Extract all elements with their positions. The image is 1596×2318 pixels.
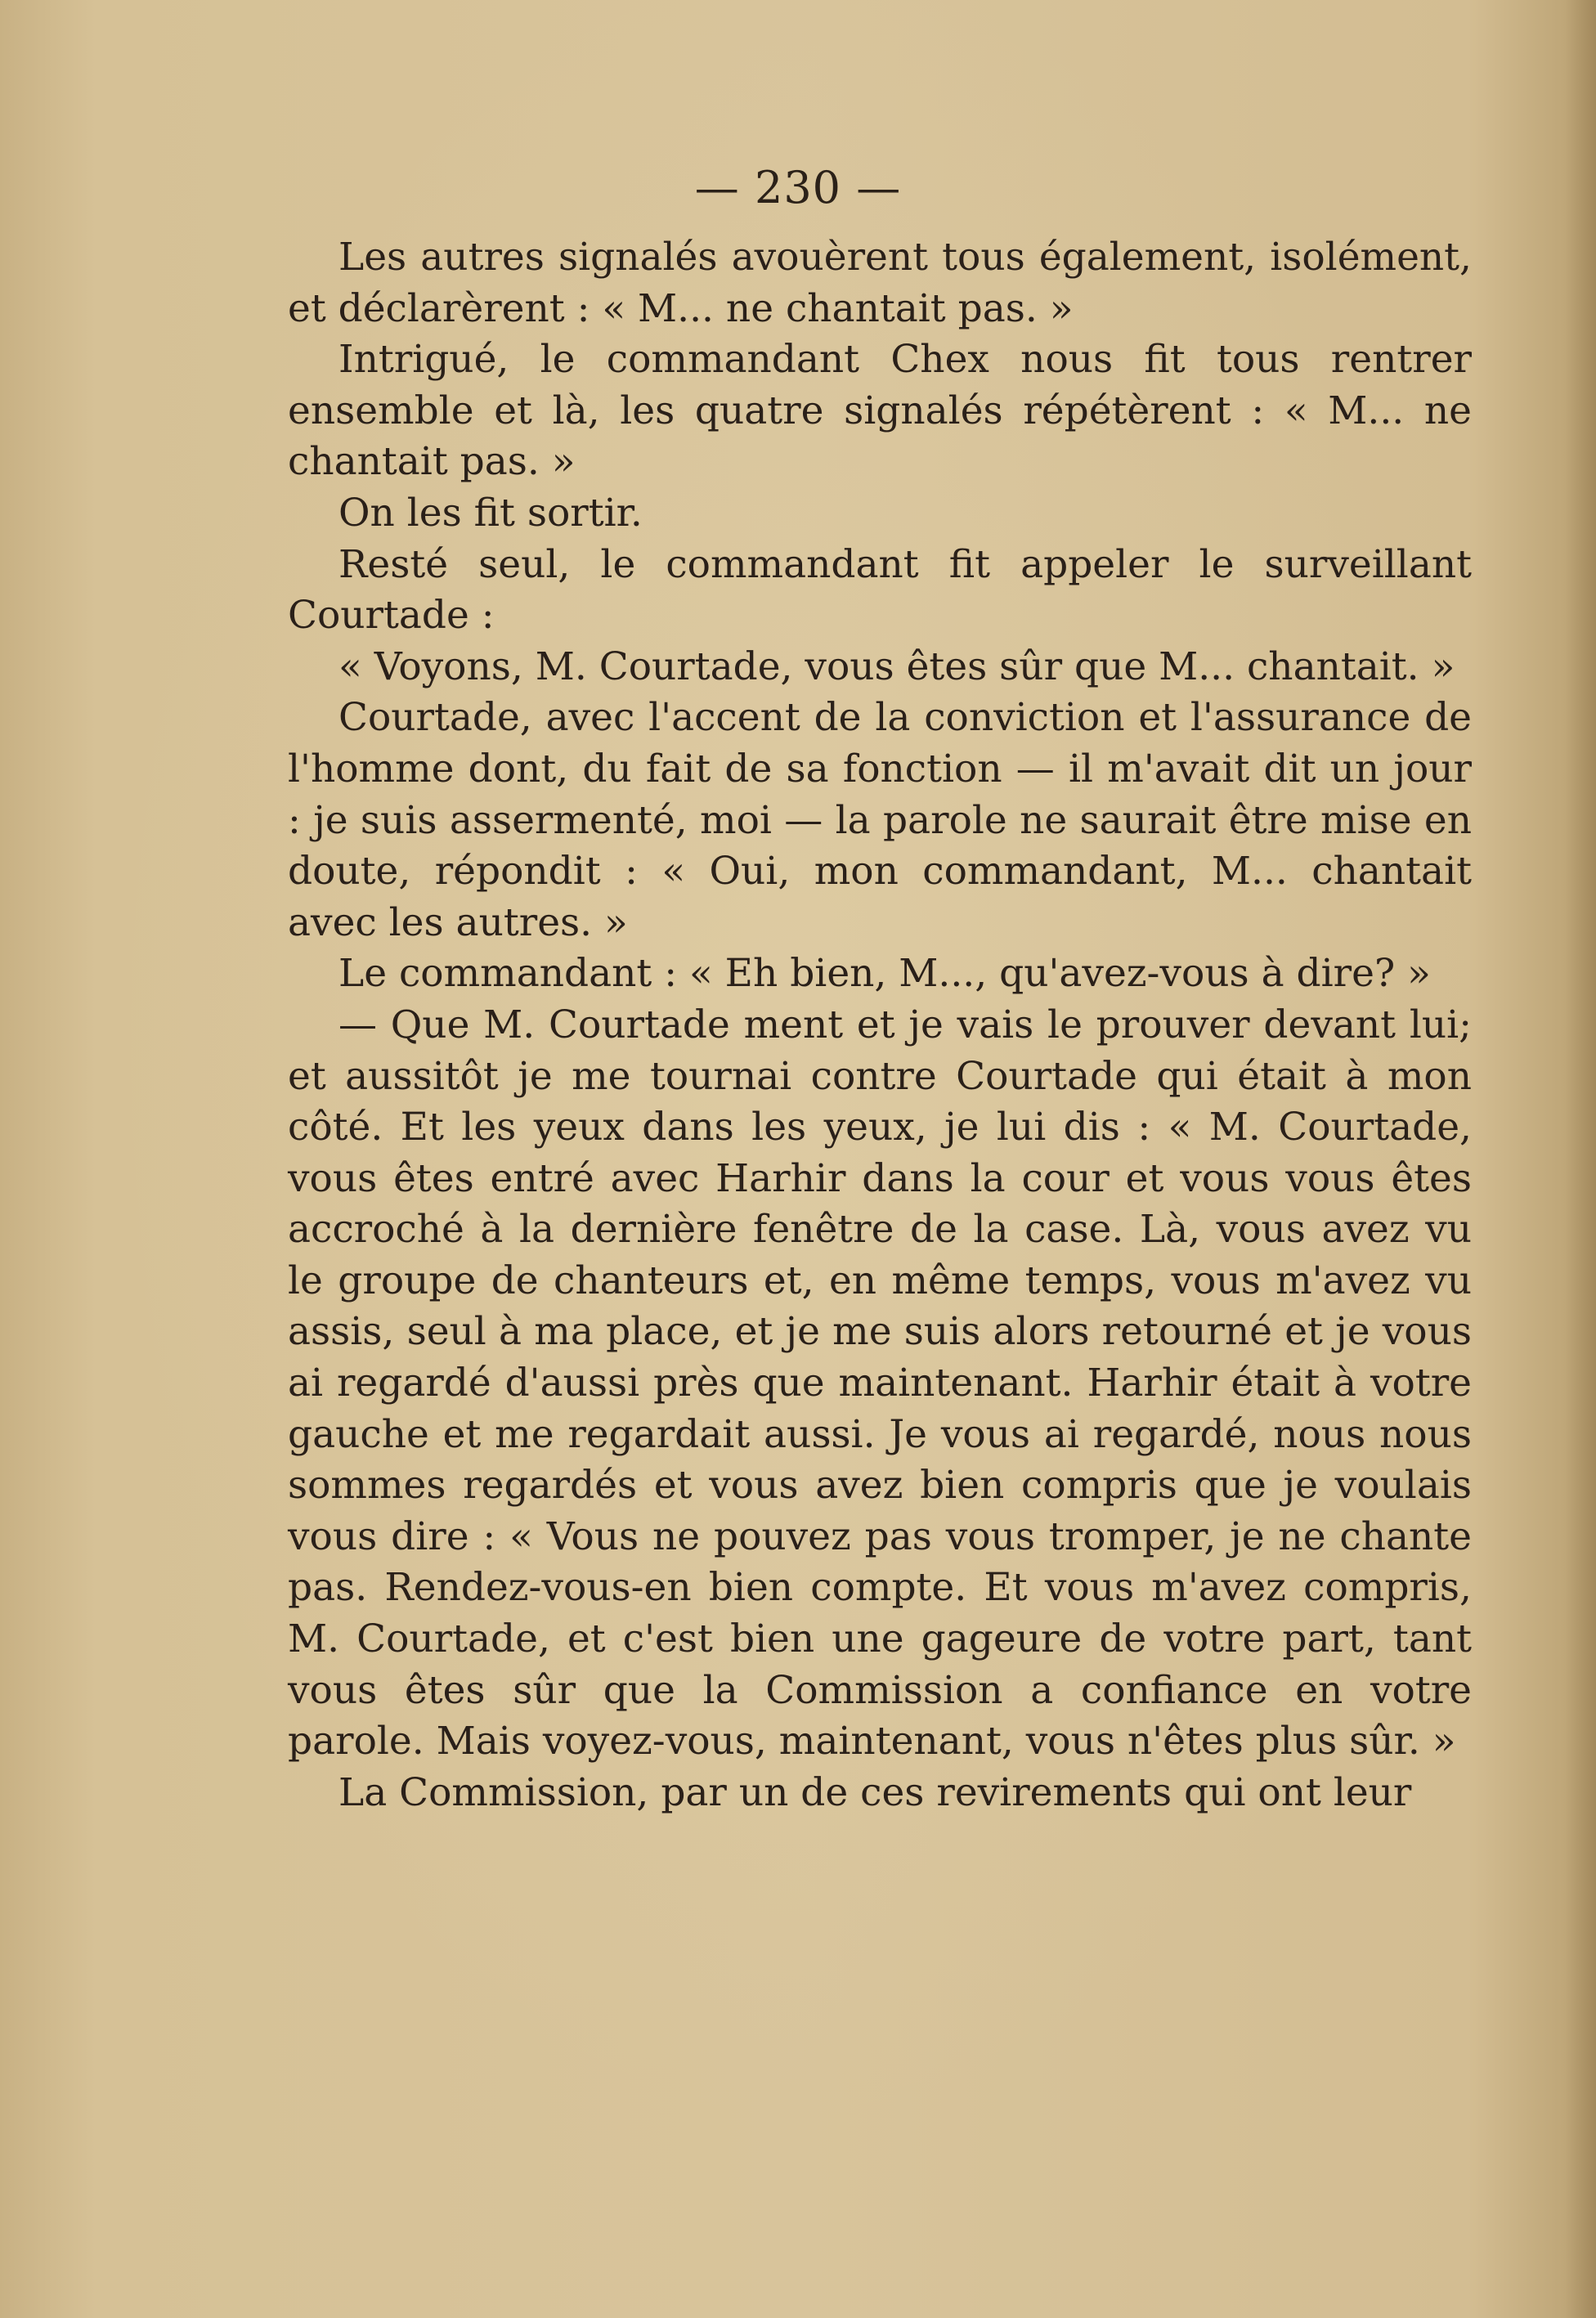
paragraph-3: On les fit sortir. [338,490,643,536]
paragraph-2: Intrigué, le commandant Chex nous fit tous rentrer ensemble et là, les quatre signalés répétèrent : « M... ne chantait pas. » [288,337,1472,485]
paragraph-6: Courtade, avec l'accent de la conviction et l'assurance de l'homme dont, du fait de sa fonction — il m'avait dit un jour : je suis assermenté, moi — la parole ne saurait être mise en doute, répondit : « Oui, mon commandant, M... chantait avec les autres. » [288,695,1472,945]
paragraph-7: Le commandant : « Eh bien, M..., qu'avez-vous à dire? » [338,951,1431,997]
page-text [288,232,1472,1818]
paragraph-1: Les autres signalés avouèrent tous également, isolément, et déclarèrent : « M... ne chantait pas. » [288,235,1472,331]
page-number: — 230 — [694,162,902,213]
page-edge-shadow [1565,0,1596,2318]
paragraph-8: — Que M. Courtade ment et je vais le prouver devant lui; et aussitôt je me tournai contre Courtade qui était à mon côté. Et les yeux dans les yeux, je lui dis : « M. Courtade, vous êtes entré avec Harhir dans la cour et vous vous êtes accroché à la dernière fenêtre de la case. Là, vous avez vu le groupe de chanteurs et, en même temps, vous m'avez vu assis, seul à ma place, et je me suis alors retourné et je vous ai regardé d'aussi près que maintenant. Harhir était à votre gauche et me regardait aussi. Je vous ai regardé, nous nous sommes regardés et vous avez bien compris que je voulais vous dire : « Vous ne pouvez pas vous tromper, je ne chante pas. Rendez-vous-en bien compte. Et vous m'avez compris, M. Courtade, et c'est bien une gageure de votre part, tant vous êtes sûr que la Commission a confiance en votre parole. Mais voyez-vous, maintenant, vous n'êtes plus sûr. » [288,1002,1472,1764]
paragraph-5: « Voyons, M. Courtade, vous êtes sûr que M... chantait. » [338,643,1455,689]
paragraph-4: Resté seul, le commandant fit appeler le surveillant Courtade : [288,541,1472,639]
paragraph-9: La Commission, par un de ces revirements qui ont leur [338,1769,1412,1815]
